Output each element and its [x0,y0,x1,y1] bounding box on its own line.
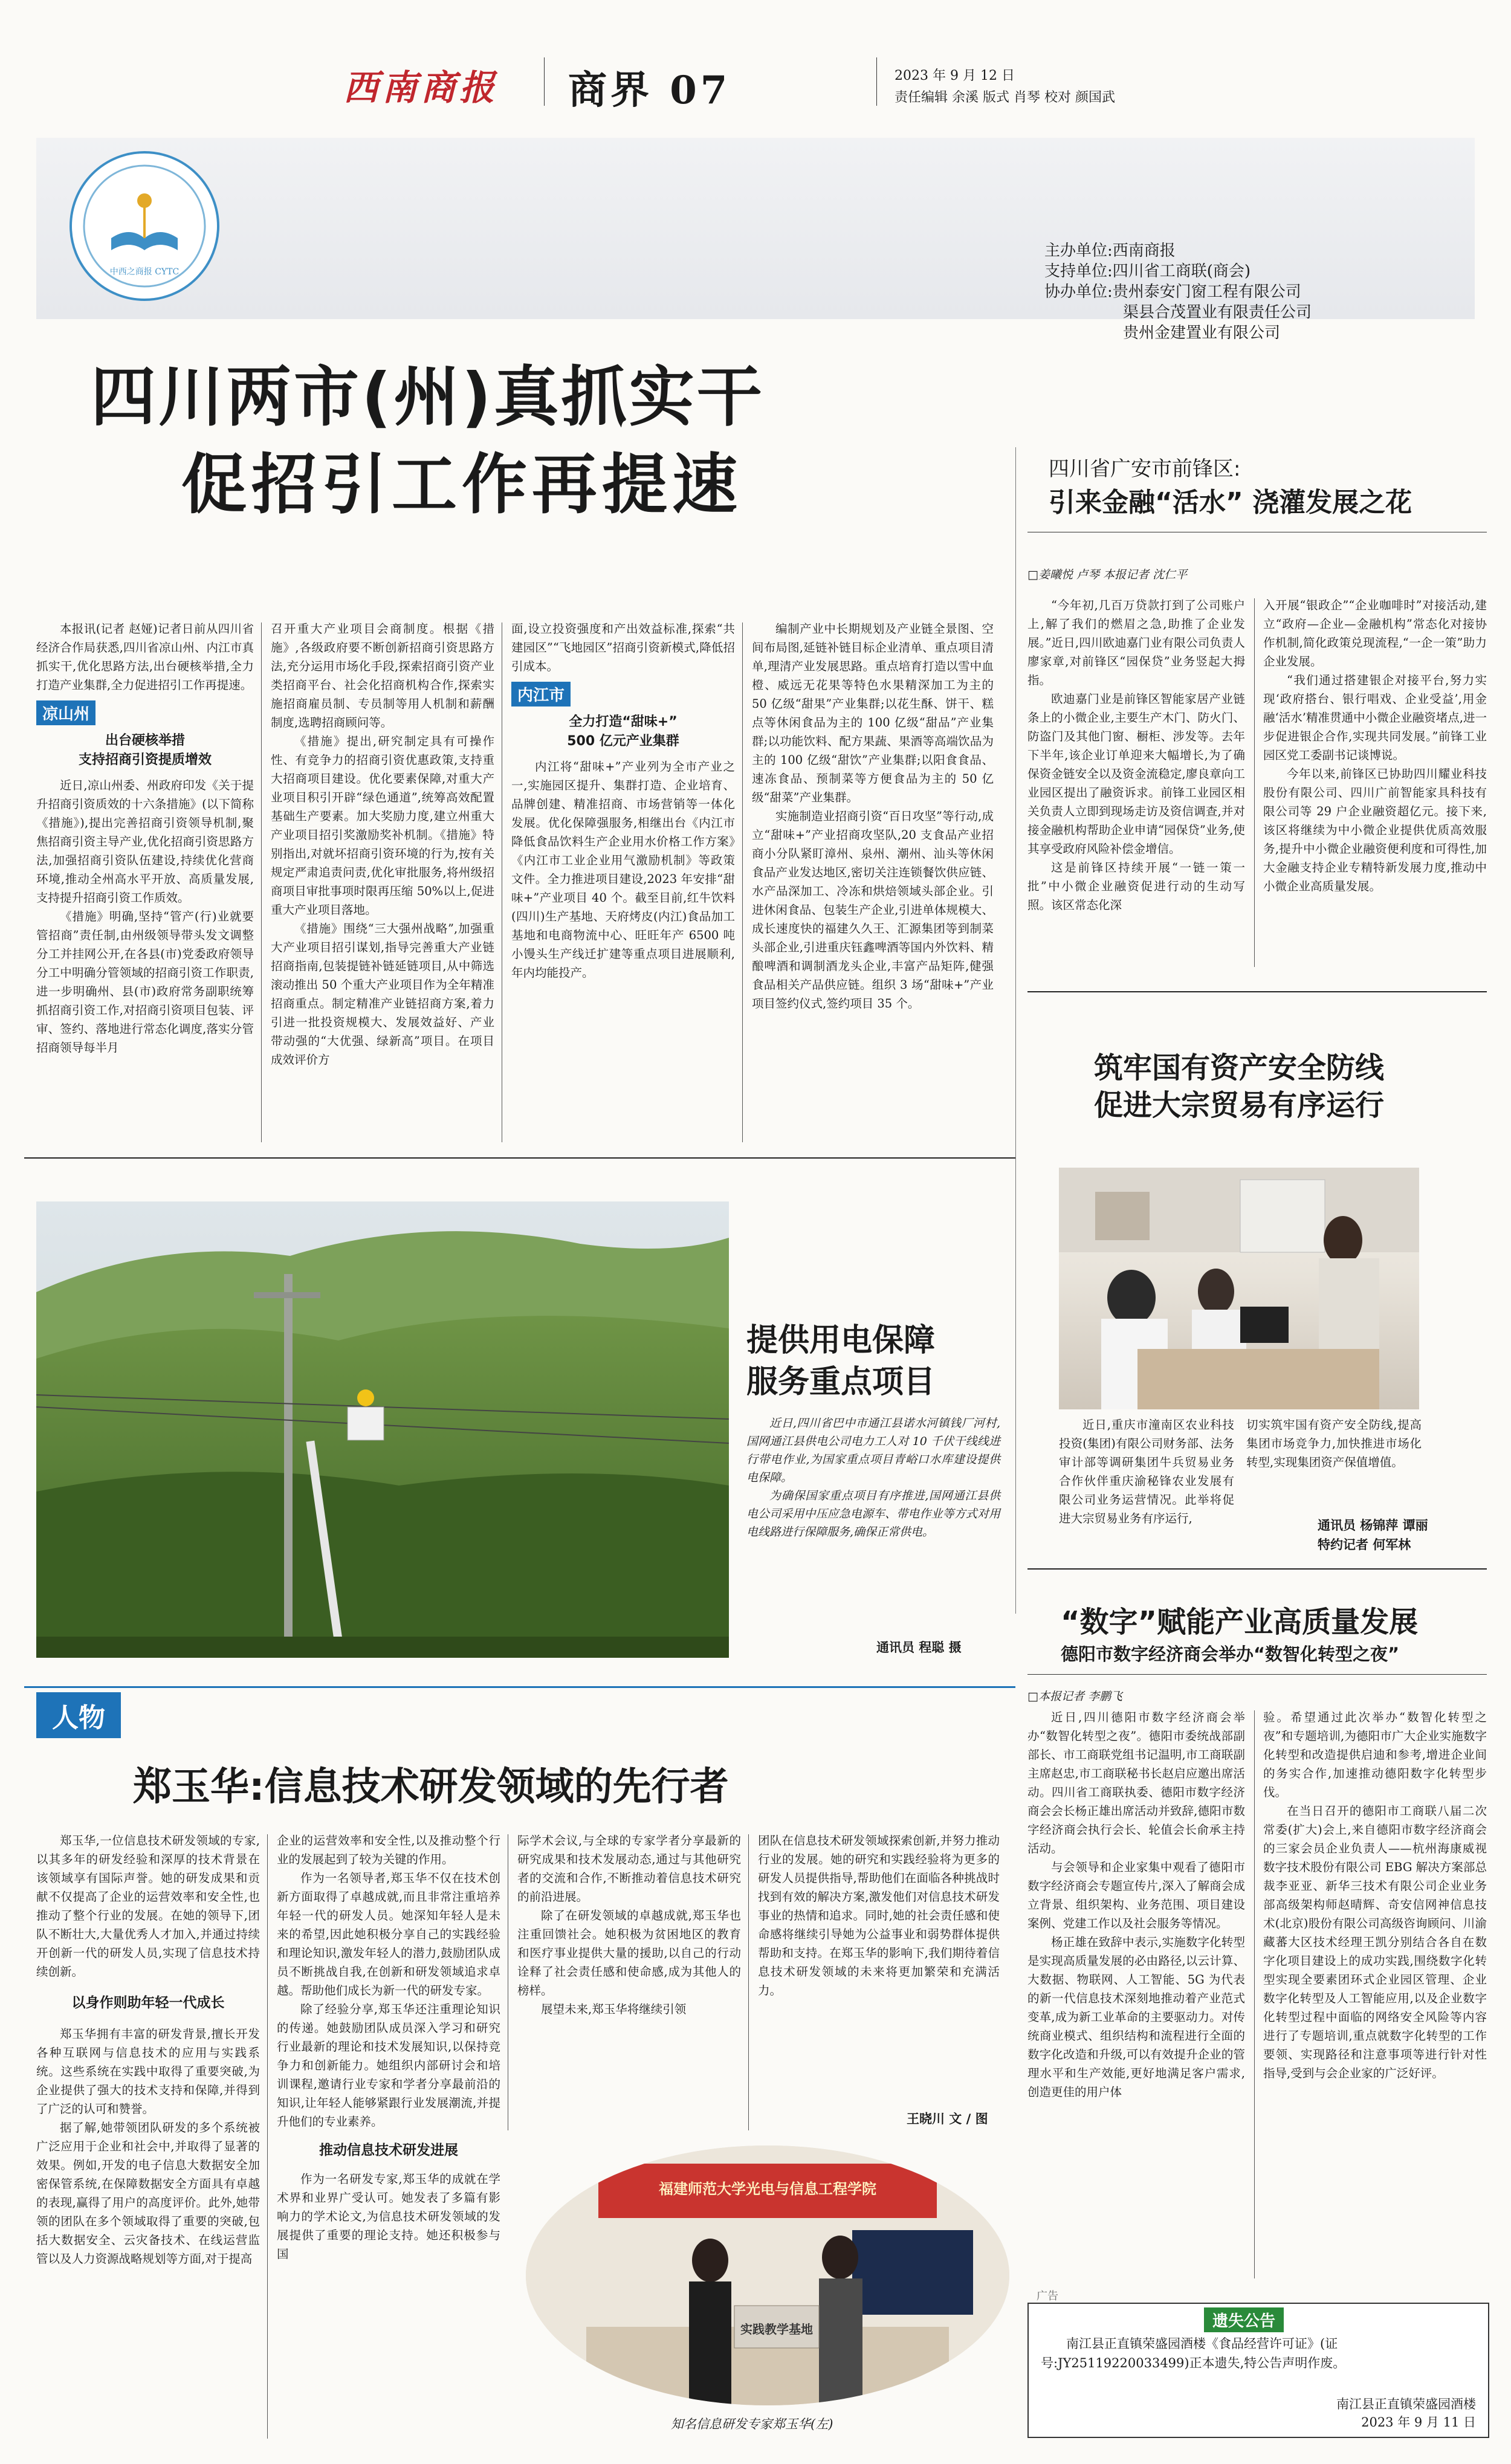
editors: 责任编辑 余溪 版式 肖琴 校对 颜国武 [895,90,1115,105]
people-subhead-1: 以身作则助年轻一代成长 [71,1995,225,2011]
people-photo-caption: 知名信息研发专家郑玉华(左) [671,2417,833,2431]
lead-col-1 [36,619,254,1057]
paragraph: 编制产业中长期规划及产业链全景图、空间布局图,延链补链目标企业清单、重点项目清单,理清产业发展思路。重点培育打造以雪中血橙、威远无花果等特色水果精深加工为主的 50 亿级“甜果”产业集群;以花生酥、饼干、糕点等休闲食品为主的 100 亿级“甜品”产业集群;以功能饮料、配方果蔬、果酒等高端饮品为主的 100 亿级“甜饮”产业集群;以阳食食品、速冻食品、预制菜等方便食品为主的 50 亿级“甜菜”产业集群。 [752,622,994,804]
paragraph: 郑玉华,一位信息技术研发领域的专家,以其多年的研发经验和深厚的技术背景在该领域享有国际声誉。她的研发成果和贡献不仅提高了企业的运营效率和安全性,也推动了整个行业的发展。在她的领导下,团队不断壮大,大量优秀人才加入,并通过持续开创新一代的研发人员,实现了信息技术持续创新。 [36,1834,260,1979]
power-credit: 通讯员 程聪 摄 [876,1640,962,1655]
guozi-col-1 [1059,1415,1234,1528]
lead-title-1: 四川两市(州)真抓实干 [91,360,765,435]
paragraph: 企业的运营效率和安全性,以及推动整个行业的发展起到了较为关键的作用。 [277,1834,500,1866]
paragraph: 与会领导和企业家集中观看了德阳市数字经济商会专题宣传片,深入了解商会成立背景、组织架构、业务范围、项目建设案例、党建工作以及社会服务等情况。 [1027,1860,1245,1930]
lead-col-2 [271,619,494,1069]
power-photo-image [36,1201,729,1658]
lead-col-4 [752,619,994,1013]
paragraph: 《措施》提出,研究制定具有可操作性、有竞争力的招商引资优惠政策,支持重大招商项目建设。优化要素保障,对重大产业项目积引开辟“绿色通道”,统筹高效配置基础生产要素。加大奖励力度,建立州重大产业项目招引奖激励奖补机制。《措施》特别指出,对就坏招商引资环境的行为,按有关规定严肃追责问责,优化审批服务,将州级招商项目审批事项时限再压缩 50%以上,促进重大产业项目落地。 [271,734,494,917]
people-col-1 [36,1831,260,2268]
lead-title-2: 促招引工作再提速 [181,447,743,523]
guangan-col-2 [1263,596,1487,896]
paragraph: 近日,凉山州委、州政府印发《关于提升招商引资质效的十六条措施》(以下简称《措施》),提出完善招商引资领导机制,聚焦招商引资主导产业,优化招商引资思路方法,加强招商引资队伍建设,持续优化营商环境,推动全州高水平开放、高质量发展,支持提升招商引资工作质效。 [36,778,254,905]
logo [70,151,219,301]
people-col-2 [277,1831,500,2263]
subhead-liangshan: 出台硬核举措 支持招商引资提质增效 [78,733,212,768]
paragraph: 近日,重庆市潼南区农业科技投资(集团)有限公司财务部、法务审计部等调研集团牛兵贸易业务合作伙伴重庆渝秘锋农业发展有限公司业务运营情况。此举将促进大宗贸易业务有序运行, [1059,1418,1234,1525]
paragraph: 实施制造业招商引资“百日攻坚”等行动,成立“甜味+”产业招商攻坚队,20 支食品产业招商小分队紧盯漳州、泉州、潮州、汕头等休闲食品产业发达地区,密切关注连锁餐饮供应链、水产品深加工、冷冻和烘焙领域头部企业。引进休闲食品、包装生产企业,引进单体规模大、成长速度快的福建久久王、汇源集团等到制菜头部企业,引进重庆钰鑫啤酒等国内外饮料、精酿啤酒和调制酒龙头企业,丰富产品矩阵,健强食品相关产品供应链。组织 3 场“甜味+”产业项目签约仪式,签约项目 35 个。 [752,809,994,1010]
people-tag: 人物 [36,1692,121,1738]
notice-sign-1: 南江县正直镇荣盛园酒楼 [1336,2397,1476,2411]
people-photo [526,2145,1009,2405]
paragraph: 内江将“甜味+”产业列为全市产业之一,实施园区提升、集群打造、企业培育、品牌创建、精准招商、市场营销等一体化发展。优化保障强服务,相继出台《内江市降低食品饮料生产企业用水价格工作方案》《内江市工业企业用气激励机制》等政策文件。全力推进项目建设,2023 年安排“甜味+”产业项目 40 个。截至目前,红牛饮料(四川)生产基地、天府烤皮(内江)食品加工基地和电商物流中心、旺旺年产 6500 吨小馒头生产线迁扩建等重点项目进展顺利,年内均能投产。 [511,760,735,980]
deyang-title: “数字”赋能产业高质量发展 [1061,1605,1419,1639]
people-credit: 王晓川 文 / 图 [907,2112,988,2126]
paragraph: 为确保国家重点项目有序推进,国网通江县供电公司采用中压应急电源车、带电作业等方式对用电线路进行保障服务,确保正常供电。 [746,1489,1000,1539]
power-photo [36,1201,729,1658]
paragraph: “今年初,几百万贷款打到了公司账户上,解了我们的燃眉之急,助推了企业发展。”近日,四川欧迪嘉门业有限公司负责人廖家章,对前锋区“园保贷”业务竖起大拇指。 [1027,598,1245,687]
paragraph: 切实筑牢国有资产安全防线,提高集团市场竞争力,加快推进市场化转型,实现集团资产保值增值。 [1246,1418,1422,1469]
logo-text: 中西之商报 CYTC [109,267,180,277]
paragraph: 面,设立投资强度和产出效益标准,探索“共建园区”“飞地园区”招商引资新模式,降低招引成本。 [511,622,735,673]
paragraph: 团队在信息技术研发领域探索创新,并努力推动行业的发展。她的研究和实践经验将为更多的研发人员提供指导,帮助他们在面临各种挑战时找到有效的解决方案,激发他们对信息技术研发事业的热情和追求。同时,她的社会责任感和使命感将继续引导她为公益事业和弱势群体提供帮助和支持。在郑玉华的影响下,我们期待着信息技术研发领域的未来将更加繁荣和充满活力。 [758,1834,1000,1997]
people-title: 郑玉华:信息技术研发领域的先行者 [133,1765,729,1809]
deyang-col-1 [1027,1708,1245,2101]
paragraph: 郑玉华拥有丰富的研发背景,擅长开发各种互联网与信息技术的应用与实践系统。这些系统在实践中取得了重要突破,为企业提供了强大的技术支持和保障,并得到了广泛的认可和赞誉。 [36,2027,260,2116]
paragraph: 《措施》围绕“三大强州战略”,加强重大产业项目招引谋划,指导完善重大产业链招商指南,包装提链补链延链项目,从中筛选滚动推出 50 个重大产业项目作为全年精准招商重点。制定精准产业链招商方案,着力引进一批投资规模大、发展效益好、产业带动强的“大优强、绿新高”项目。在项目成效评价方 [271,922,494,1067]
people-col-3 [517,1831,741,2019]
guangan-byline: □姜曦悦 卢琴 本报记者 沈仁平 [1027,568,1188,581]
power-title-2: 服务重点项目 [746,1363,936,1400]
lead-col-3 [511,619,735,982]
paragraph: 据了解,她带领团队研发的多个系统被广泛应用于企业和社会中,并取得了显著的效果。例如,开发的电子信息大数据安全加密保管系统,在保障数据安全方面具有卓越的表现,赢得了用户的高度评价。此外,她带领的团队在多个领域取得了重要的突破,包括大数据安全、云灾备技术、在线运营监管以及人力资源战略规划等方面,对于提高 [36,2121,260,2266]
organizers [1044,241,1312,343]
tag-neijiang: 内江市 [511,682,571,707]
issue-date: 2023 年 9 月 12 日 [895,68,1015,83]
paper-name: 西南商报 [343,67,499,108]
notice-body: 南江县正直镇荣盛园酒楼《食品经营许可证》(证号:JY25119220033499)正本遗失,特公告声明作废。 [1041,2336,1346,2370]
deyang-col-2 [1263,1708,1487,2083]
people-subhead-2: 推动信息技术研发进展 [319,2142,458,2158]
office-photo [1059,1168,1419,1409]
photo-plaque-text: 实践教学基地 [740,2322,813,2336]
guozi-title-2: 促进大宗贸易有序运行 [1094,1088,1385,1122]
section-title: 商界 07 [568,68,731,113]
paragraph: 作为一名领导者,郑玉华不仅在技术创新方面取得了卓越成就,而且非常注重培养年轻一代的研发人员。她深知年轻人是未来的希望,因此她积极分享自己的实践经验和理论知识,激发年轻人的潜力,鼓励团队成员不断挑战自我,在创新和研发领域追求卓越。帮助他们成长为新一代的研发专家。 [277,1871,500,1997]
paragraph: 验。希望通过此次举办“数智化转型之夜”和专题培训,为德阳市广大企业实施数字化转型和改造提供启迪和参考,增进企业间的务实合作,加速推动德阳数字化转型步伐。 [1263,1710,1487,1799]
paragraph: 召开重大产业项目会商制度。根据《措施》,各级政府要不断创新招商引资思路方法,充分运用市场化手段,探索招商引资产业类招商平台、社会化招商机构合作,探索实施招商雇员制、专员制等用人机制和薪酬制度,选聘招商顾问等。 [271,622,494,729]
paragraph: 近日,四川省巴中市通江县诺水河镇钱厂河村,国网通江县供电公司电力工人对 10 千伏干线线进行带电作业,为国家重点项目青峪口水库建设提供电保障。 [746,1417,1000,1484]
masthead [24,24,1487,115]
paragraph: 这是前锋区持续开展“一链一策一批”中小微企业融资促进行动的生动写照。该区常态化深 [1027,861,1245,912]
organizer-row: 主办单位:西南商报 [1044,242,1176,260]
tag-liangshan: 凉山州 [36,700,95,725]
office-photo-image [1059,1168,1419,1409]
guozi-col-2 [1246,1415,1422,1472]
paragraph: 在当日召开的德阳市工商联八届二次常委(扩大)会上,来自德阳市数字经济商会的三家会员企业负责人——杭州海康威视数字技术股份有限公司 EBG 解决方案部总裁李亚亚、新华三技术有限公司企业业务部高级架构师赵晴辉、奇安信网神信息技术(北京)股份有限公司高级咨询顾问、川渝藏蕃大区技术经理王凯分别结合各自在数字化项目建设上的成功实践,围绕数字化转型实现全要素团环式企业园区管理、企业数字化转型及人工智能应用,以及企业数字化转型过程中面临的网络安全风险等内容进行了专题培训,重点就数字化转型的工作要领、实现路径和注意事项等进行针对性指导,受到与会企业家的广泛好评。 [1263,1804,1487,2080]
paragraph: 杨正雄在致辞中表示,实施数字化转型是实现高质量发展的必由路径,以云计算、大数据、物联网、人工智能、5G 为代表的新一代信息技术深刻地推动着产业范式变革,成为新工业革命的主要驱动力。对传统商业模式、组织结构和流程进行全面的数字化改造和升级,可以有效提升企业的管理水平和生产效能,更好地满足客户需求,创造更佳的用户体 [1027,1935,1245,2099]
paragraph: 近日,四川德阳市数字经济商会举办“数智化转型之夜”。德阳市委统战部副部长、市工商联党组书记温明,市工商联副主席赵忠,市工商联秘书长赵启应邀出席活动。四川省工商联执委、德阳市数字经济商会会长杨正雄出席活动并致辞,德阳市数字经济商会执行会长、轮值会长俞承主持活动。 [1027,1710,1245,1855]
paragraph: 《措施》明确,坚持“管产(行)业就要管招商”责任制,由州级领导带头发文调整分工并挂网公开,在各县(市)党委政府领导分工中明确分管领域的招商引资工作职责,进一步明确州、县(市)政府常务副职统筹抓招商引资工作,对招商引资项目包装、评审、签约、落地进行常态化调度,落实分管招商领导每半月 [36,910,254,1055]
notice-title: 遗失公告 [1204,2307,1284,2332]
guozi-credit-1: 通讯员 杨锦萍 谭丽 [1318,1518,1428,1533]
notice-sign-2: 2023 年 9 月 11 日 [1361,2415,1476,2430]
guozi-credit-2: 特约记者 何军林 [1318,1538,1411,1552]
power-caption [746,1414,1000,1541]
guangan-title: 引来金融“活水” 浇灌发展之花 [1049,487,1412,518]
subhead-neijiang: 全力打造“甜味+” 500 亿元产业集群 [567,714,679,749]
guozi-title-1: 筑牢国有资产安全防线 [1094,1051,1385,1085]
paragraph: 作为一名研发专家,郑玉华的成就在学术界和业界广受认可。她发表了多篇有影响力的学术论文,为信息技术研发领域的发展提供了重要的理论支持。她还积极参与国 [277,2172,500,2261]
paragraph: 本报讯(记者 赵娅)记者日前从四川省经济合作局获悉,四川省凉山州、内江市真抓实干,优化思路方法,出台硬核举措,全力打造产业集群,全力促进招引工作再提速。 [36,622,254,692]
paragraph: 入开展“银政企”“企业咖啡时”对接活动,建立“政府—企业—金融机构”常态化对接协作机制,简化政策兑现流程,“一企一策”助力企业发展。 [1263,598,1487,668]
paragraph: 展望未来,郑玉华将继续引领 [541,2002,687,2016]
power-title-1: 提供用电保障 [746,1322,936,1359]
organizer-row: 支持单位:四川省工商联(商会) [1044,262,1251,280]
paragraph: 除了在研发领域的卓越成就,郑玉华也注重回馈社会。她积极为贫困地区的教育和医疗事业提供大量的援助,以自己的行动诠释了社会责任感和使命感,成为其他人的榜样。 [517,1909,741,1997]
organizer-row: 协办单位:贵州泰安门窗工程有限公司 [1044,283,1301,301]
paragraph: 欧迪嘉门业是前锋区智能家居产业链条上的小微企业,主要生产木门、防火门、防盗门及其他门窗、橱柜、涉发等。去年下半年,该企业订单迎来大幅增长,为了确保资金链安全以及资金流稳定,廖良章向工业园区提出了融资诉求。前锋工业园区相关负责人立即到现场走访及资信调查,并对接金融机构帮助企业申请“园保贷”业务,使其享受政府风险补偿金增信。 [1027,692,1245,856]
ad-label: 广告 [1037,2290,1058,2303]
deyang-byline: □本报记者 李鹏飞 [1027,1690,1122,1703]
paragraph: 际学术会议,与全球的专家学者分享最新的研究成果和技术发展动态,通过与其他研究者的交流和合作,不断推动着信息技术研究的前沿进展。 [517,1834,741,1904]
people-col-4 [758,1831,1000,2000]
paragraph: 除了经验分享,郑玉华还注重理论知识的传递。她鼓励团队成员深入学习和研究行业最新的理论和技术发展知识,以保持竞争力和创新能力。她组织内部研讨会和培训课程,邀请行业专家和学者分享最前沿的知识,让年轻人能够紧跟行业发展潮流,并提升他们的专业素养。 [277,2002,500,2129]
organizer-row: 贵州金建置业有限公司 [1123,324,1281,342]
paragraph: 今年以来,前锋区已协助四川耀业科技股份有限公司、四川广前智能家具科技有限公司等 29 户企业融资超亿元。接下来,该区将继续为中小微企业提供优质高效服务,提升中小微企业融资便利度和可得性,加大金融支持企业专精特新发展力度,推动中小微企业高质量发展。 [1263,767,1487,893]
lost-notice [1027,2303,1489,2438]
photo-banner-text: 福建师范大学光电与信息工程学院 [659,2181,876,2197]
guangan-col-1 [1027,596,1245,914]
guangan-kicker: 四川省广安市前锋区: [1049,457,1241,481]
paragraph: “我们通过搭建银企对接平台,努力实现‘政府搭台、银行唱戏、企业受益’,用金融‘活水’精准贯通中小微企业融资堵点,进一步促进银企合作,实现共同发展。”前锋工业园区党工委副书记谈博说。 [1263,673,1487,762]
organizer-row: 渠县合茂置业有限责任公司 [1123,303,1312,322]
deyang-subtitle: 德阳市数字经济商会举办“数智化转型之夜” [1061,1644,1400,1664]
